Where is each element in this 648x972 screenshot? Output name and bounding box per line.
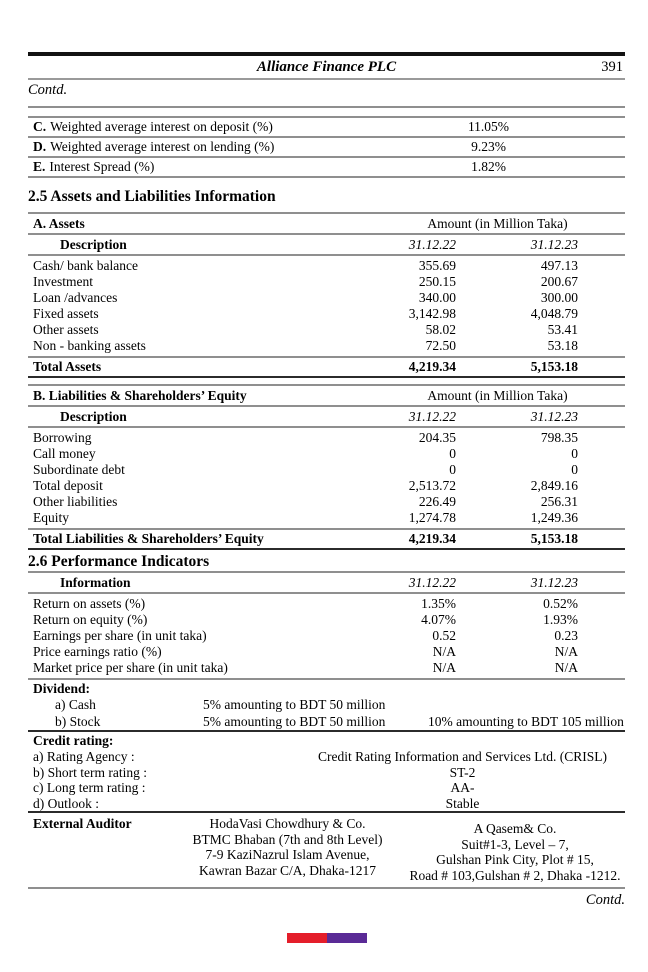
col-header-year1: 31.12.22 [408,575,456,590]
liabilities-table [28,384,625,550]
value-23: N/A [554,660,578,675]
total-row [28,530,625,550]
value-22: 226.49 [418,494,456,509]
value-23: 798.35 [540,430,578,445]
value-22: 0 [449,462,456,477]
table-title-row [28,386,625,407]
column-header-row [28,573,625,594]
credit-rating-value: ST-2 [449,764,476,780]
table-row [28,306,625,322]
row-label: Borrowing [33,430,92,445]
auditor-line: A Qasem& Co. [473,821,557,836]
dividend-2022-value: 5% amounting to BDT 50 million [203,714,386,729]
auditor-2-address [405,816,625,883]
row-label: Loan /advances [33,290,118,305]
total-value-23: 5,153.18 [530,359,578,374]
value-23: 497.13 [540,258,578,273]
table-row [28,510,625,526]
row-label: Subordinate debt [33,462,125,477]
page-title: Alliance Finance PLC [256,59,397,75]
table-title-row [28,214,625,235]
section-heading-2-5: 2.5 Assets and Liabilities Information [28,188,276,205]
spacer [28,108,625,116]
row-label-text: Weighted average interest on deposit (%) [50,119,273,134]
table-row [28,462,625,478]
value-22: N/A [432,660,456,675]
value-23: 4,048.79 [530,306,578,321]
row-label: Return on assets (%) [33,596,146,611]
col-header-year1: 31.12.22 [408,409,456,424]
col-header-year2: 31.12.23 [530,237,578,252]
column-header-row [28,407,625,428]
table-body [28,594,625,680]
col-header-year2: 31.12.23 [530,409,578,424]
total-label: Total Liabilities & Shareholders’ Equity [33,531,264,546]
value-22: 58.02 [425,322,456,337]
value-22: 72.50 [425,338,456,353]
auditor-line: Gulshan Pink City, Plot # 15, [436,852,594,867]
credit-rating-section [28,732,625,813]
value-23: 0.52% [543,596,578,611]
auditor-line: Suit#1-3, Level – 7, [461,836,569,852]
col-header-description: Description [60,409,127,424]
total-value-22: 4,219.34 [408,359,456,374]
row-label-text: Weighted average interest on lending (%) [50,139,275,154]
contd-top-label: Contd. [28,80,625,108]
value-22: 250.15 [418,274,456,289]
row-label-text: Interest Spread (%) [49,159,155,174]
credit-rating-name: b) Short term rating : [33,764,147,780]
row-label: Investment [33,274,93,289]
value-23: 0 [571,446,578,461]
page-header [28,56,625,80]
value-22: 4.07% [421,612,456,627]
dividend-row [28,697,625,713]
row-label: Price earnings ratio (%) [33,644,162,659]
amount-header: Amount (in Million Taka) [427,388,568,403]
table-row [28,158,625,178]
interest-rate-table [28,116,625,178]
value-23: 200.67 [540,274,578,289]
dividend-name: a) Cash [55,697,96,712]
row-value: 1.82% [471,159,506,174]
credit-rating-row [28,780,625,796]
value-23: 1,249.36 [530,510,578,525]
table-row [28,118,625,138]
dividend-section [28,680,625,732]
row-label [28,118,352,136]
total-label: Total Assets [33,359,102,374]
row-prefix: C. [33,119,47,134]
row-label [28,138,352,156]
table-row [28,660,625,676]
value-22: 2,513.72 [408,478,456,493]
row-prefix: E. [33,159,46,174]
credit-rating-value: AA- [450,780,475,795]
row-label: Earnings per share (in unit taka) [33,628,207,643]
table-row [28,290,625,306]
row-prefix: D. [33,139,47,154]
footer-brand-bars [28,933,625,943]
value-22: 0 [449,446,456,461]
table-row [28,494,625,510]
value-23: 0 [571,462,578,477]
row-label: Other assets [33,322,99,337]
value-23: 300.00 [540,290,578,305]
contd-bottom-label: Contd. [585,892,625,908]
value-22: 340.00 [418,290,456,305]
row-value: 11.05% [467,119,510,134]
dividend-name: b) Stock [55,714,101,729]
row-label: Total deposit [33,478,103,493]
table-row [28,274,625,290]
credit-rating-name: d) Outlook : [33,795,99,811]
value-22: 3,142.98 [408,306,456,321]
col-header-information: Information [60,575,131,590]
table-row [28,322,625,338]
col-header-year2: 31.12.23 [530,575,578,590]
row-value: 9.23% [471,139,506,154]
table-row [28,446,625,462]
total-value-23: 5,153.18 [530,531,578,546]
credit-rating-row [28,749,625,765]
col-header-description: Description [60,237,127,252]
performance-table [28,571,625,680]
credit-rating-name: c) Long term rating : [33,780,146,795]
table-body [28,428,625,530]
table-row [28,628,625,644]
credit-rating-label: Credit rating: [33,733,114,748]
table-row [28,644,625,660]
row-label: Equity [33,510,69,525]
page-content [28,52,625,943]
row-label: Return on equity (%) [33,612,148,627]
column-header-row [28,235,625,256]
auditor-1-address [170,816,405,878]
table-row [28,430,625,446]
value-23: 53.41 [547,322,578,337]
table-row [28,138,625,158]
value-23: 256.31 [540,494,578,509]
table-row [28,258,625,274]
section-heading-2-6: 2.6 Performance Indicators [28,553,210,570]
row-label: Non - banking assets [33,338,146,353]
auditor-line: 7-9 KaziNazrul Islam Avenue, [205,847,370,862]
table-title: B. Liabilities & Shareholders’ Equity [33,388,247,403]
purple-bar [327,933,367,943]
table-row [28,338,625,354]
dividend-2023-value: 10% amounting to BDT 105 million [428,714,624,729]
assets-table [28,212,625,378]
table-row [28,478,625,494]
value-22: 0.52 [432,628,456,643]
table-row [28,596,625,612]
credit-rating-row [28,796,625,812]
external-auditor-section [28,813,625,889]
total-value-22: 4,219.34 [408,531,456,546]
row-label: Fixed assets [33,306,99,321]
value-23: 2,849.16 [530,478,578,493]
row-label: Cash/ bank balance [33,258,138,273]
value-22: 1.35% [421,596,456,611]
value-23: N/A [554,644,578,659]
row-label: Market price per share (in unit taka) [33,660,228,675]
value-23: 0.23 [554,628,578,643]
credit-rating-row [28,765,625,781]
dividend-2022-value: 5% amounting to BDT 50 million [203,697,386,712]
value-23: 53.18 [547,338,578,353]
credit-rating-value: Stable [445,795,480,811]
table-row [28,612,625,628]
auditor-line: BTMC Bhaban (7th and 8th Level) [192,831,383,847]
auditor-line: HodaVasi Chowdhury & Co. [209,816,366,831]
row-label: Call money [33,446,96,461]
value-22: 1,274.78 [408,510,456,525]
external-auditor-label: External Auditor [33,816,132,831]
row-label [28,158,352,176]
value-22: 355.69 [418,258,456,273]
value-23: 1.93% [543,612,578,627]
dividend-row [28,713,625,730]
credit-rating-value: Credit Rating Information and Services Ltd. (CRISL) [317,749,608,764]
credit-rating-name: a) Rating Agency : [33,749,135,764]
col-header-year1: 31.12.22 [408,237,456,252]
total-row [28,358,625,378]
table-title: A. Assets [33,216,85,231]
auditor-line: Road # 103,Gulshan # 2, Dhaka -1212. [409,867,621,883]
red-bar [287,933,327,943]
table-body [28,256,625,358]
value-22: 204.35 [418,430,456,445]
auditor-line: Kawran Bazar C/A, Dhaka-1217 [199,862,376,878]
value-22: N/A [432,644,456,659]
amount-header: Amount (in Million Taka) [427,216,568,231]
dividend-label: Dividend: [33,681,91,696]
page-number: 391 [601,59,623,75]
row-label: Other liabilities [33,494,118,509]
